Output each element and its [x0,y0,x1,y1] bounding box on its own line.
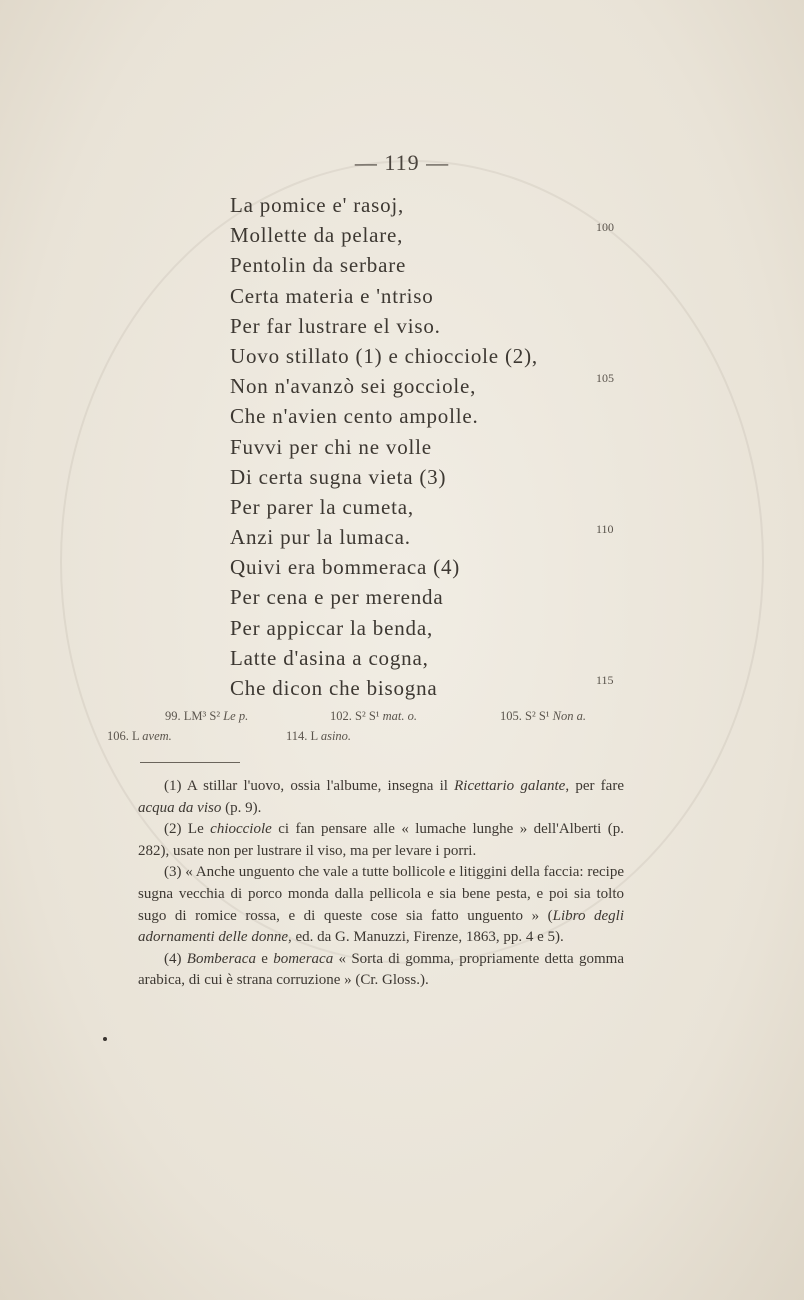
line-number: 115 [596,673,614,687]
variant-row [107,726,665,746]
footnote-3: (3) « Anche unguento che vale a tutte bollicole e litiggini della faccia: recipe sugna vecchia di porco monda dalla pellicola e sia bene pesta, e poi sia tolto sugo di romice rossa, e di queste cose sia fatto unguento » (Libro degli adornamenti delle donne, ed. da G. Manuzzi, Firenze, 1863, pp. 4 e 5). [138,864,624,946]
footnotes [138,776,624,992]
verse-line: Che dicon che bisogna [230,676,438,700]
verse-line: Quivi era bommeraca (4) [230,555,461,580]
verse-line: Per parer la cumeta, [230,494,414,519]
verse-line: Fuvvi per chi ne volle [230,434,432,459]
verse-line: Per cena e per merenda [230,585,444,610]
verse-line: Certa materia e 'ntriso [230,283,434,308]
verse-line: Uovo stillato (1) e chiocciole (2), [230,343,538,368]
verse-line: Latte d'asina a cogna, [230,645,429,670]
poem-verses [230,190,650,703]
variant-entry: 102. S² S¹ mat. o. [330,709,418,723]
line-number: 105 [596,371,614,385]
verse-line: Che n'avien cento ampolle. [230,404,479,429]
variant-readings [107,706,665,746]
variant-entry: 114. L asino. [286,729,352,743]
verse-line: Per far lustrare el viso. [230,313,441,338]
footnote-4: (4) Bomberaca e bomeraca « Sorta di gomma, propriamente detta gomma arabica, di cui è strana corruzione » (Cr. Gloss.). [138,950,624,989]
line-number: 100 [596,220,614,234]
verse-line: Pentolin da serbare [230,253,407,278]
footnote-2: (2) Le chiocciole ci fan pensare alle « lumache lunghe » dell'Alberti (p. 282), usate non per lustrare il viso, ma per levare i porri. [138,821,624,859]
verse-line: La pomice e' rasoj, [230,193,405,217]
page-number: — 119 — [354,150,450,175]
variant-row [165,706,665,726]
verse-line: Di certa sugna vieta (3) [230,464,447,489]
line-number: 110 [596,522,614,536]
footnote-divider [140,762,240,763]
footnote-1: (1) A stillar l'uovo, ossia l'albume, insegna il Ricettario galante, per fare acqua da viso (p. 9). [138,778,624,816]
verse-line: Anzi pur la lumaca. [230,525,411,550]
variant-entry: 106. L avem. [107,729,172,743]
variant-entry: 105. S² S¹ Non a. [500,709,586,723]
verse-line: Per appiccar la benda, [230,615,434,640]
verse-line: Mollette da pelare, [230,223,404,248]
variant-entry: 99. LM³ S² Le p. [165,709,249,723]
verse-line: Non n'avanzò sei gocciole, [230,374,477,399]
margin-dot [103,1037,107,1041]
